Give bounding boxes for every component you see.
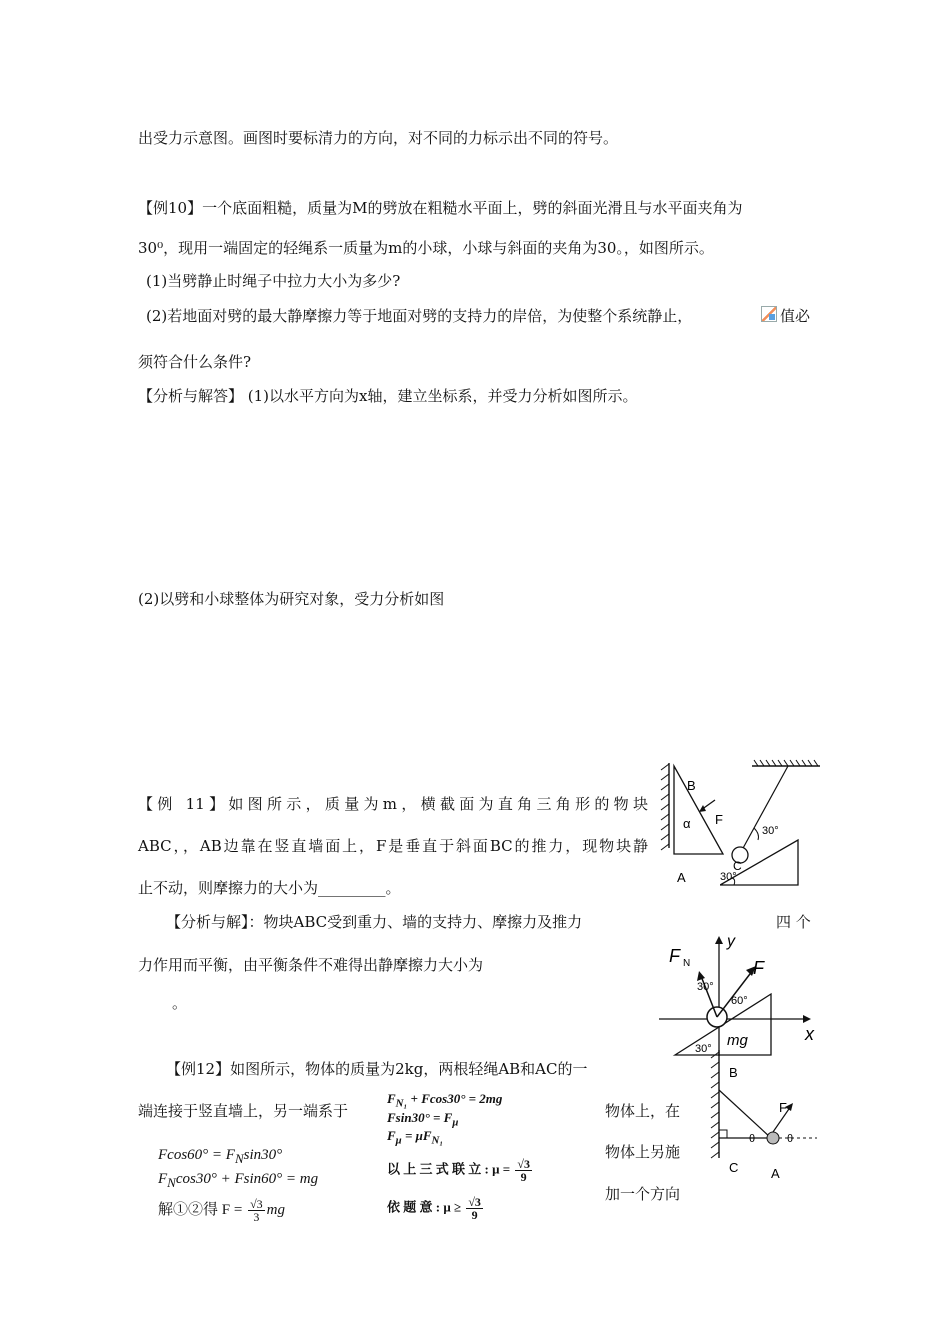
equation-r4: 以 上 三 式 联 立 : μ = $\frac{√3}{9}$	[387, 1157, 530, 1184]
angle-top-label: 30°	[762, 825, 779, 837]
ex11-line3: 止不动，则摩擦力的大小为_________。	[138, 879, 401, 897]
equation-r3: $F_\mu = \mu F_{N_1}$	[387, 1128, 444, 1147]
ex10-line2: 30⁰，现用一端固定的轻绳系一质量为m的小球，小球与斜面的夹角为30。，如图所示。	[138, 239, 714, 257]
label-fn: F	[669, 946, 680, 966]
label-y: y	[727, 933, 735, 950]
triangle-abc	[674, 766, 723, 854]
ex12-right2: 物体上另施	[605, 1143, 681, 1161]
force-f-arrowhead	[699, 805, 706, 812]
force-f-arrow-2	[717, 970, 753, 1017]
ex10-line1: 【例10】一个底面粗糙，质量为M的劈放在粗糙水平面上，劈的斜面光滑且与水平面夹角为	[138, 199, 743, 217]
y-axis-arrowhead	[715, 936, 723, 944]
rope-line	[742, 766, 788, 850]
ex11-line1: 【例 11】如图所示，质量为m，横截面为直角三角形的物块	[138, 795, 648, 813]
object-a	[767, 1132, 779, 1144]
force-fn-arrowhead	[697, 971, 705, 981]
label-f: F	[715, 812, 723, 827]
ex10-question2b: 值必	[780, 307, 811, 325]
label-b-2: B	[729, 1065, 738, 1080]
label-x: x	[805, 1024, 814, 1044]
fraction-sqrt3-over-9-b: $\frac{√3}{9}$	[468, 1195, 481, 1222]
x-axis-arrowhead	[803, 1015, 811, 1023]
angle-bottom-label: 30°	[720, 871, 737, 883]
ex10-part2: (2)以劈和小球整体为研究对象，受力分析如图	[138, 590, 445, 608]
label-alpha: α	[683, 816, 691, 831]
angle-arc-top	[754, 828, 759, 840]
label-theta-1: θ	[749, 1133, 756, 1145]
label-fn-sub: N	[683, 958, 691, 969]
equation-r5: 依 题 意 : μ ≥ $\frac{√3}{9}$	[387, 1195, 481, 1222]
ex11-line2: ABC，，AB边靠在竖直墙面上，F是垂直于斜面BC的推力，现物块静	[138, 837, 648, 855]
label-theta-2: θ	[787, 1133, 794, 1145]
label-a-2: A	[771, 1166, 780, 1180]
ex11-analysis3: 。	[172, 994, 188, 1012]
wall-hatching-2	[711, 1052, 719, 1158]
label-f-3: F	[779, 1100, 787, 1115]
figure-ex12-ropes	[705, 1050, 825, 1180]
ceiling-hatching	[754, 760, 818, 766]
right-angle-mark	[719, 1130, 727, 1138]
ex10-question2a: (2)若地面对劈的最大静摩擦力等于地面对劈的支持力的岸倍，为使整个系统静止，	[146, 307, 693, 325]
ex11-analysis2: 力作用而平衡，由平衡条件不难得出静摩擦力大小为	[138, 956, 484, 974]
label-a: A	[677, 870, 686, 885]
fraction-sqrt3-over-9: $\frac{√3}{9}$	[517, 1157, 530, 1184]
ex11-analysis1: 【分析与解】：物块ABC受到重力、墙的支持力、摩擦力及推力	[166, 913, 583, 931]
angle-60-label: 60°	[731, 995, 748, 1007]
label-mg: mg	[727, 1032, 748, 1049]
angle-30-label: 30°	[697, 981, 714, 993]
equation-2: $F_N\cos 30^\circ + Fsin60^\circ$ = mg	[158, 1171, 319, 1190]
ex10-question1: (1)当劈静止时绳子中拉力大小为多少?	[146, 272, 401, 290]
equation-3: 解①②得 F = $\frac{√3}{3}$ mg	[158, 1197, 285, 1224]
label-b: B	[687, 778, 696, 793]
fraction-sqrt3-over-3: $\frac{√3}{3}$	[250, 1197, 263, 1224]
ex12-right3: 加一个方向	[605, 1185, 681, 1203]
equation-1: $Fcos60^\circ = F_N\sin 30^\circ$	[158, 1147, 283, 1166]
equation-r2: $Fsin30^\circ = F_\mu$	[387, 1110, 459, 1129]
label-f-2: F	[753, 958, 764, 978]
ex12-right1: 物体上，在	[605, 1102, 681, 1120]
angle-30b-label: 30°	[695, 1043, 712, 1055]
equation-r1: $F_{N_1} + Fcos30^\circ = 2mg$	[387, 1091, 503, 1110]
ex10-question2c: 须符合什么条件?	[138, 353, 252, 371]
ex11-analysis1-tail: 四 个	[776, 913, 811, 931]
paragraph-top: 出受力示意图。画图时要标清力的方向，对不同的力标示出不同的符号。	[138, 129, 619, 147]
ex12-line2: 端连接于竖直墙上，另一端系于	[138, 1102, 349, 1120]
ex12-line1: 【例12】如图所示，物体的质量为2kg，两根轻绳AB和AC的一	[166, 1060, 588, 1078]
broken-image-icon	[761, 306, 777, 322]
label-c: C	[733, 859, 742, 873]
ex10-analysis: 【分析与解答】 (1)以水平方向为x轴，建立坐标系，并受力分析如图所示。	[138, 387, 638, 405]
label-c-2: C	[729, 1160, 739, 1175]
wall-hatching	[661, 764, 669, 850]
figure-force-diagram	[657, 928, 822, 1058]
figure-ex10-wedge	[720, 758, 820, 888]
